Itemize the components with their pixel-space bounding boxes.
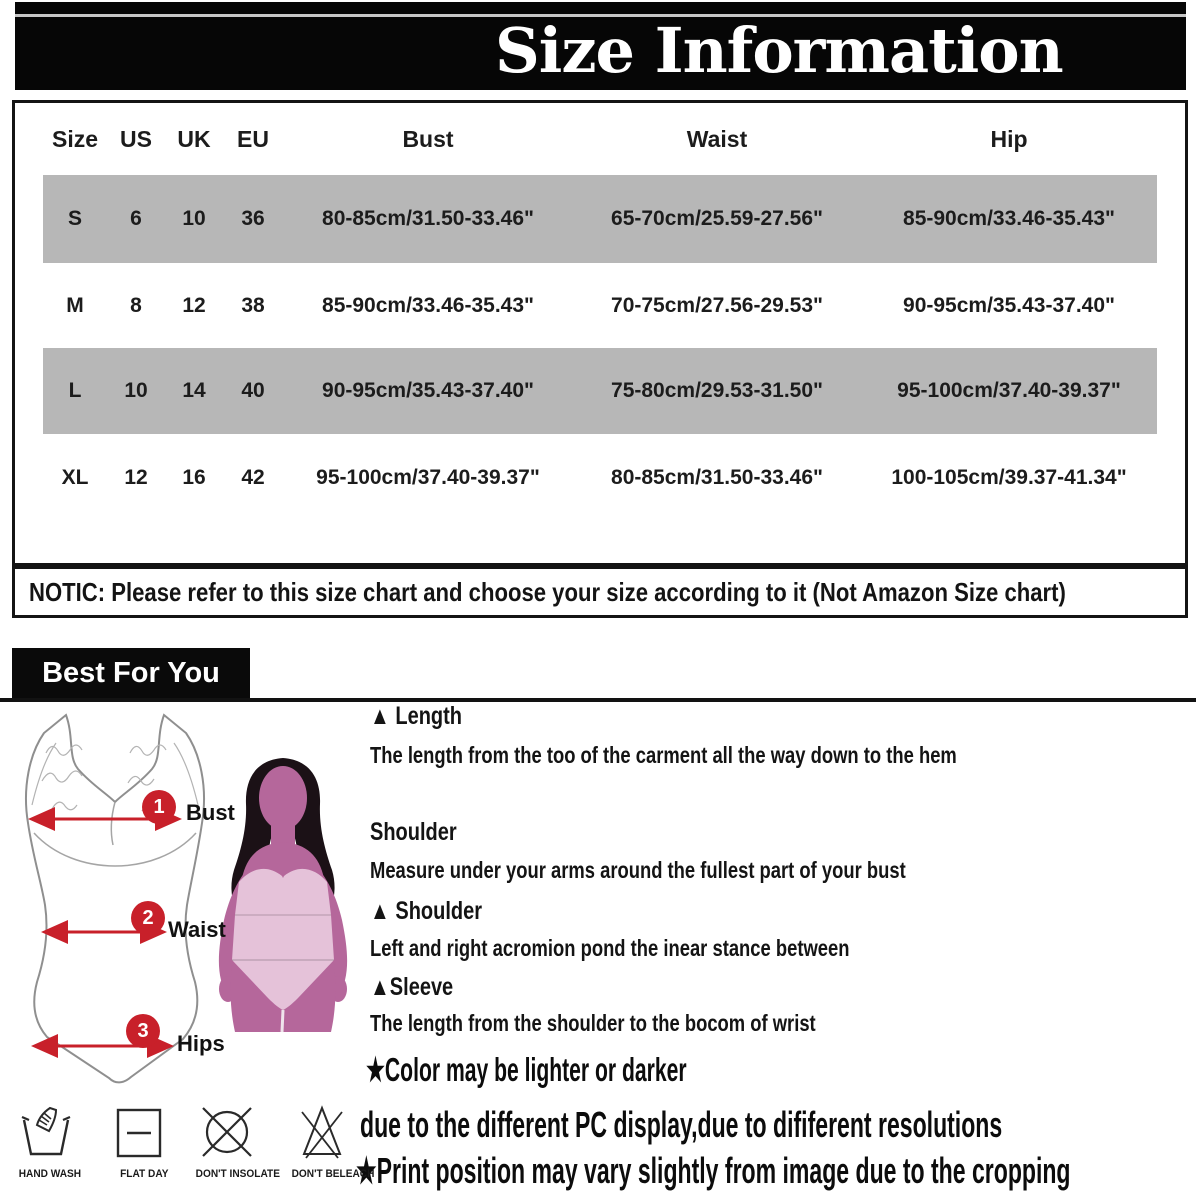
best-for-you-banner xyxy=(12,648,250,698)
table-header-row xyxy=(43,103,1157,175)
header-cell-bust: Bust xyxy=(402,125,454,152)
no-sun-label: DON'T INSOLATE xyxy=(195,1168,280,1180)
swimsuit-outline xyxy=(26,715,204,1082)
header-cell-us: US xyxy=(120,125,152,152)
table-row-l xyxy=(43,348,1157,434)
cell-hip: 95-100cm/37.40-39.37" xyxy=(897,379,1121,402)
cell-bust: 85-90cm/33.46-35.43" xyxy=(322,293,534,317)
no-bleach-icon xyxy=(296,1104,348,1160)
cell-size: XL xyxy=(61,466,89,489)
cell-eu: 36 xyxy=(241,207,265,230)
cell-size: L xyxy=(68,379,82,402)
header-cell-eu: EU xyxy=(237,125,269,152)
guide-heading-shoulder: Shoulder xyxy=(370,818,457,846)
best-for-you-label: Best For You xyxy=(42,656,220,689)
note-display: due to the different PC display,due to dififerent resolutions xyxy=(360,1104,1003,1145)
cell-waist: 70-75cm/27.56-29.53" xyxy=(611,293,823,317)
dry-flat-label: FLAT DAY xyxy=(120,1168,169,1180)
cell-bust: 80-85cm/31.50-33.46" xyxy=(322,207,534,230)
hand-wash-icon xyxy=(20,1104,72,1160)
cell-uk: 16 xyxy=(182,466,206,489)
notice-text: NOTIC: Please refer to this size chart and choose your size according to it (Not Amazon Size chart) xyxy=(29,576,1066,607)
table-row-m xyxy=(43,263,1157,348)
dry-flat-icon xyxy=(116,1108,162,1158)
cell-hip: 90-95cm/35.43-37.40" xyxy=(903,293,1115,317)
guide-heading-shoulder-2: ▲ Shoulder xyxy=(370,897,483,925)
cell-bust: 95-100cm/37.40-39.37" xyxy=(316,466,540,489)
header-cell-size: Size xyxy=(51,125,99,152)
cell-uk: 12 xyxy=(182,293,206,317)
cell-bust: 90-95cm/35.43-37.40" xyxy=(322,379,534,402)
hand-wash-label: HAND WASH xyxy=(18,1168,82,1180)
measure-point-2: 2 xyxy=(131,901,165,935)
bust-label: Bust xyxy=(186,800,235,825)
cell-size: M xyxy=(66,293,84,317)
cell-waist: 65-70cm/25.59-27.56" xyxy=(611,207,823,230)
cell-eu: 40 xyxy=(241,379,265,402)
waist-label: Waist xyxy=(168,917,226,942)
note-print: ★Print position may vary slightly from image due to the cropping xyxy=(356,1150,1071,1191)
cell-uk: 10 xyxy=(182,207,206,230)
guide-body-shoulder-2: Left and right acromion pond the inear stance between xyxy=(370,935,850,961)
no-bleach-label: DON'T BELEACH xyxy=(291,1168,375,1180)
header-cell-hip: Hip xyxy=(990,125,1028,152)
guide-body-sleeve: The length from the shoulder to the bocom of wrist xyxy=(370,1010,816,1036)
no-sun-icon xyxy=(199,1104,255,1160)
header-cell-waist: Waist xyxy=(686,125,748,152)
cell-us: 10 xyxy=(124,379,148,402)
cell-hip: 85-90cm/33.46-35.43" xyxy=(903,207,1115,230)
size-table xyxy=(12,100,1188,566)
cell-eu: 42 xyxy=(241,466,265,489)
table-row-xl xyxy=(43,434,1157,522)
guide-body-shoulder: Measure under your arms around the fullest part of your bust xyxy=(370,857,906,883)
notice-box xyxy=(12,566,1188,618)
cell-waist: 80-85cm/31.50-33.46" xyxy=(611,466,823,489)
measure-point-1: 1 xyxy=(142,790,176,824)
measure-point-3: 3 xyxy=(126,1014,160,1048)
page-title: Size Information xyxy=(495,14,1063,87)
guide-heading-length: ▲ Length xyxy=(370,702,463,730)
cell-size: S xyxy=(67,207,82,230)
guide-heading-sleeve: ▲Sleeve xyxy=(370,973,454,1001)
woman-figure-icon xyxy=(195,752,360,1037)
swimsuit xyxy=(232,869,334,960)
cell-eu: 38 xyxy=(241,293,265,317)
cell-us: 12 xyxy=(124,466,148,489)
cell-us: 6 xyxy=(130,207,142,230)
cell-us: 8 xyxy=(130,293,142,317)
table-row-s xyxy=(43,175,1157,263)
cell-uk: 14 xyxy=(182,379,206,402)
guide-body-length: The length from the too of the carment all the way down to the hem xyxy=(370,742,957,768)
cell-waist: 75-80cm/29.53-31.50" xyxy=(611,379,823,402)
cell-hip: 100-105cm/39.37-41.34" xyxy=(891,466,1127,489)
section-divider xyxy=(0,698,1196,702)
hips-label: Hips xyxy=(177,1031,225,1056)
header-cell-uk: UK xyxy=(177,125,211,152)
note-color: ★Color may be lighter or darker xyxy=(366,1051,687,1088)
